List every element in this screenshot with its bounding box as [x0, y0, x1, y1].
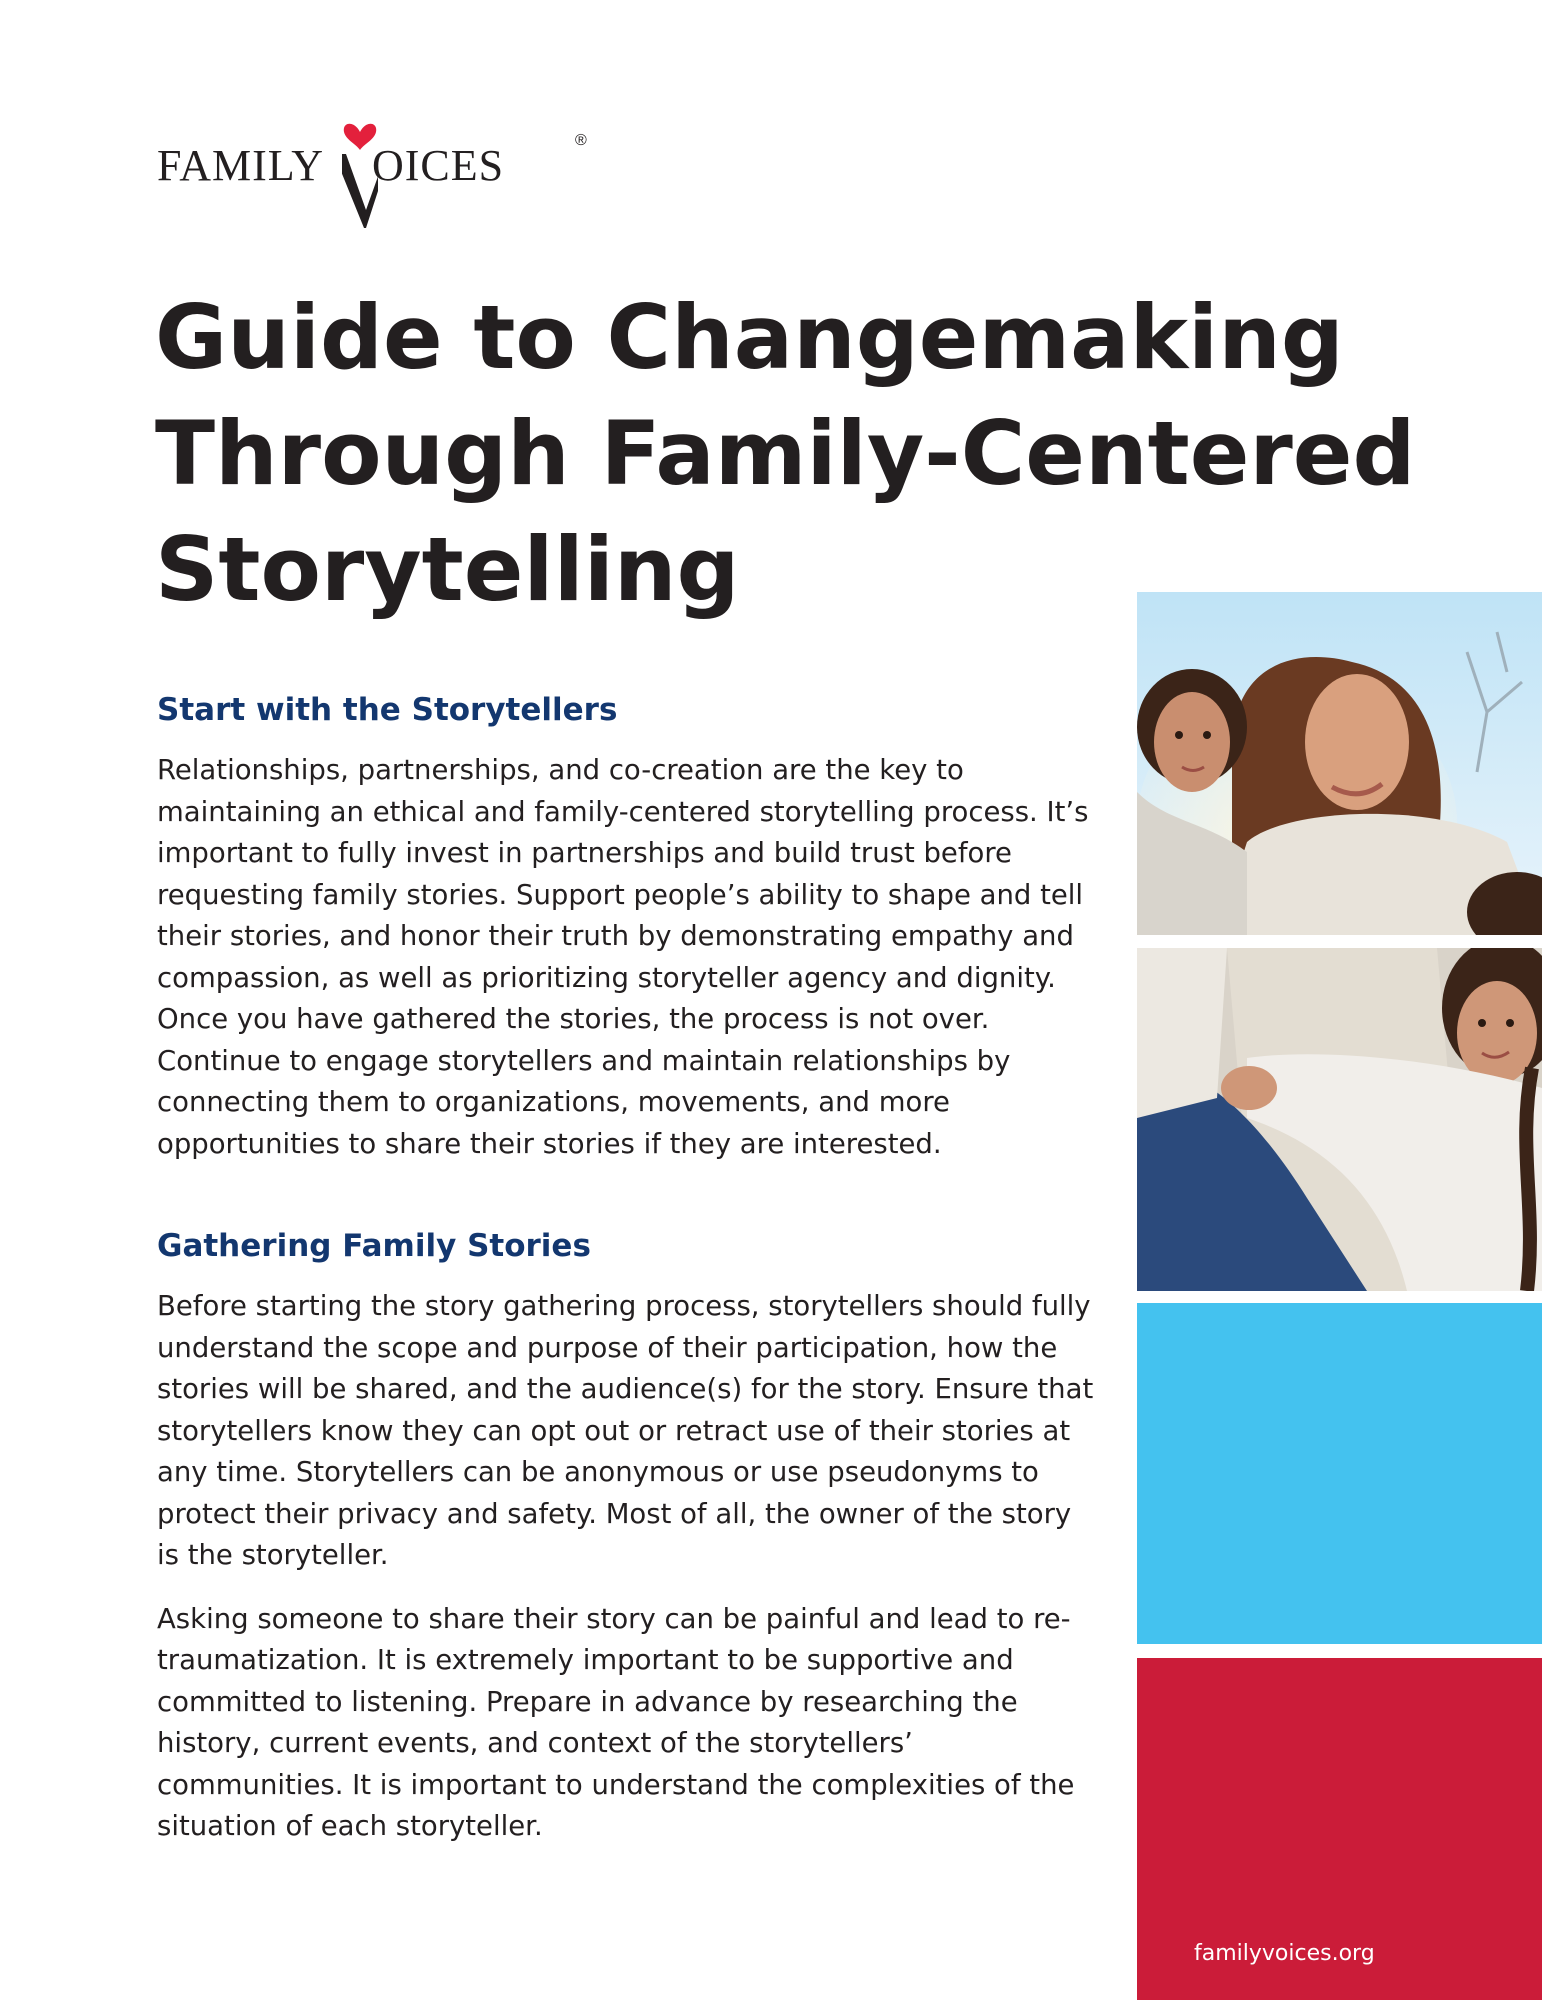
family-voices-logo	[157, 118, 597, 228]
section-paragraph: Before starting the story gathering process, storytellers should fully understand the scope and purpose of their participation, how the stories will be shared, and the audience(s) for the story. Ensure that storytellers know they can opt out or retract use of their stories at any time. Storytellers can be anonymous or use pseudonyms to protect their privacy and safety. Most of all, the owner of the story is the storyteller.	[157, 1290, 1094, 1571]
section-gathering-family-stories	[157, 1228, 1097, 1848]
section-start-with-storytellers	[157, 692, 1097, 1165]
family-photo-bottom-image	[1137, 948, 1542, 1291]
family-photo-bottom	[1137, 948, 1542, 1291]
footer-website-url: familyvoices.org	[1194, 1941, 1375, 1966]
section-heading: Gathering Family Stories	[157, 1228, 591, 1264]
logo-word-oices: OICES	[372, 141, 505, 190]
section-heading: Start with the Storytellers	[157, 692, 618, 728]
logo-word-family: FAMILY	[157, 141, 325, 190]
red-color-block	[1137, 1658, 1542, 2000]
section-paragraph: Relationships, partnerships, and co-creation are the key to maintaining an ethical and family-centered storytelling process. It’s important to fully invest in partnerships and build trust before requesting family stories. Support people’s ability to shape and tell their stories, and honor their truth by demonstrating empathy and compassion, as well as prioritizing storyteller agency and dignity. Once you have gathered the stories, the process is not over. Continue to engage storytellers and maintain relationships by connecting them to organizations, movements, and more opportunities to share their stories if they are interested.	[157, 754, 1089, 1160]
title-line: Storytelling	[155, 518, 740, 621]
family-photo-top-image	[1137, 592, 1542, 935]
title-line: Guide to Changemaking	[155, 286, 1344, 389]
blue-color-block	[1137, 1303, 1542, 1644]
family-photo-top	[1137, 592, 1542, 935]
section-paragraph: Asking someone to share their story can be painful and lead to re-traumatization. It is extremely important to be supportive and committed to listening. Prepare in advance by researching the history, current events, and context of the storytellers’ communities. It is important to understand the complexities of the situation of each storyteller.	[157, 1602, 1075, 1842]
page-title	[155, 280, 1416, 628]
title-line: Through Family-Centered	[155, 402, 1416, 505]
registered-mark: ®	[575, 132, 587, 149]
